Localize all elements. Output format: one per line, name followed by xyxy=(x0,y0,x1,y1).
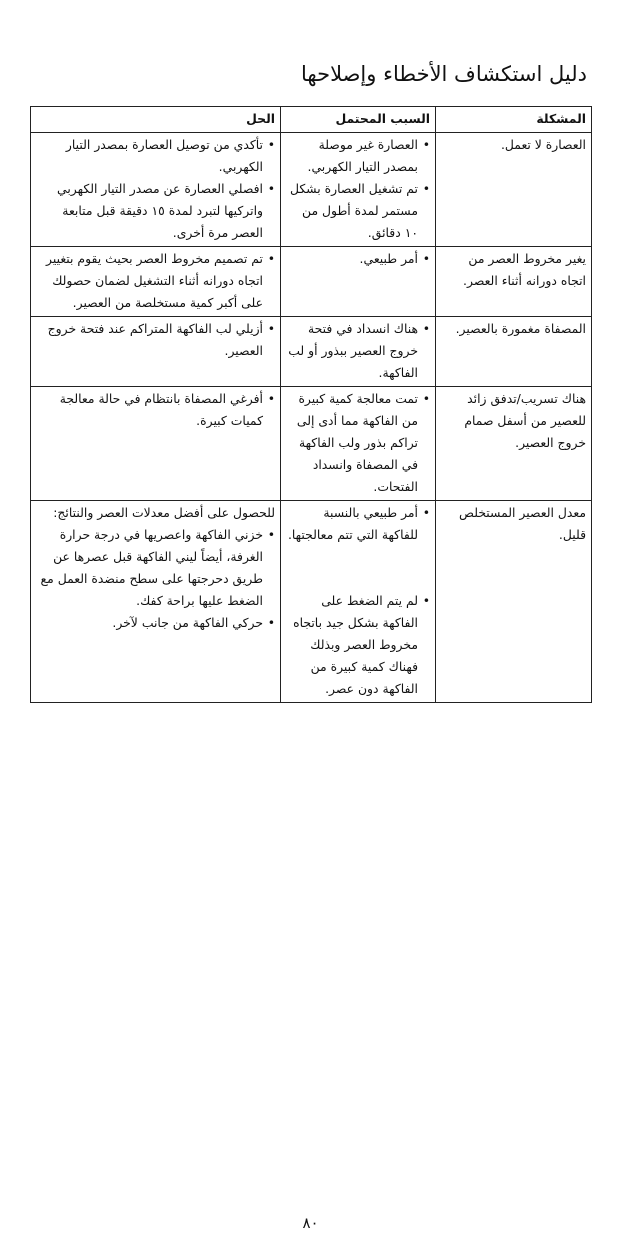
table-row xyxy=(31,501,592,703)
table-row xyxy=(31,133,592,247)
cause-cell xyxy=(281,133,436,247)
list-item: • حركي الفاكهة من جانب لآخر. xyxy=(36,612,275,634)
list-item: • تأكدي من توصيل العصارة بمصدر التيار الكهربي. xyxy=(36,134,275,178)
cause-list xyxy=(286,318,430,384)
problem-cell: يغير مخروط العصر من اتجاه دورانه أثناء العصر. xyxy=(436,247,592,317)
table-header-row xyxy=(31,107,592,133)
list-item: • خزني الفاكهة واعصريها في درجة حرارة الغرفة، أيضاً ليني الفاكهة قبل عصرها عن طريق دحرجتها على سطح منضدة العمل مع الضغط عليها براحة كفك. xyxy=(36,524,275,612)
troubleshooting-table xyxy=(30,106,592,703)
problem-cell: هناك تسريب/تدفق زائد للعصير من أسفل صمام خروج العصير. xyxy=(436,387,592,501)
solution-cell xyxy=(31,133,281,247)
table-row xyxy=(31,247,592,317)
cause-list xyxy=(286,248,430,270)
list-item: • أمر طبيعي. xyxy=(286,248,430,270)
list-item: • افصلي العصارة عن مصدر التيار الكهربي واتركيها لتبرد لمدة ١٥ دقيقة قبل متابعة العصر مرة أخرى. xyxy=(36,178,275,244)
list-item: • أزيلي لب الفاكهة المتراكم عند فتحة خروج العصير. xyxy=(36,318,275,362)
list-item: • أفرغي المصفاة بانتظام في حالة معالجة كميات كبيرة. xyxy=(36,388,275,432)
page-number: ٨٠ xyxy=(302,1214,319,1232)
cause-list xyxy=(286,134,430,244)
cause-list xyxy=(286,388,430,498)
problem-cell: العصارة لا تعمل. xyxy=(436,133,592,247)
solution-cell xyxy=(31,387,281,501)
solution-list xyxy=(36,388,275,432)
list-item: • تمت معالجة كمية كبيرة من الفاكهة مما أدى إلى تراكم بذور ولب الفاكهة في المصفاة وانسداد الفتحات. xyxy=(286,388,430,498)
problem-cell: المصفاة مغمورة بالعصير. xyxy=(436,317,592,387)
solution-list xyxy=(36,524,275,634)
header-cause: السبب المحتمل xyxy=(281,107,436,133)
cause-cell xyxy=(281,387,436,501)
list-item: • هناك انسداد في فتحة خروج العصير ببذور أو لب الفاكهة. xyxy=(286,318,430,384)
solution-cell xyxy=(31,317,281,387)
solution-list xyxy=(36,134,275,244)
header-problem: المشكلة xyxy=(436,107,592,133)
solution-list xyxy=(36,248,275,314)
solution-cell xyxy=(31,501,281,703)
problem-cell: معدل العصير المستخلص قليل. xyxy=(436,501,592,703)
table-row xyxy=(31,387,592,501)
solution-cell xyxy=(31,247,281,317)
page-title: دليل استكشاف الأخطاء وإصلاحها xyxy=(301,62,587,86)
cause-cell xyxy=(281,247,436,317)
table-row xyxy=(31,317,592,387)
list-item: • أمر طبيعي بالنسبة للفاكهة التي تتم معالجتها. xyxy=(286,502,430,546)
list-item: • تم تشغيل العصارة بشكل مستمر لمدة أطول من ١٠ دقائق. xyxy=(286,178,430,244)
cause-list xyxy=(286,502,430,700)
cause-cell xyxy=(281,501,436,703)
list-item: • العصارة غير موصلة بمصدر التيار الكهربي. xyxy=(286,134,430,178)
solution-list xyxy=(36,318,275,362)
list-item: • تم تصميم مخروط العصر بحيث يقوم بتغيير اتجاه دورانه أثناء التشغيل لضمان حصولك على أكبر كمية مستخلصة من العصير. xyxy=(36,248,275,314)
cause-cell xyxy=(281,317,436,387)
list-item: • لم يتم الضغط على الفاكهة بشكل جيد باتجاه مخروط العصر وبذلك فهناك كمية كبيرة من الفاكهة دون عصر. xyxy=(286,590,430,700)
solution-intro: للحصول على أفضل معدلات العصر والنتائج: xyxy=(53,505,275,520)
header-solution: الحل xyxy=(31,107,281,133)
